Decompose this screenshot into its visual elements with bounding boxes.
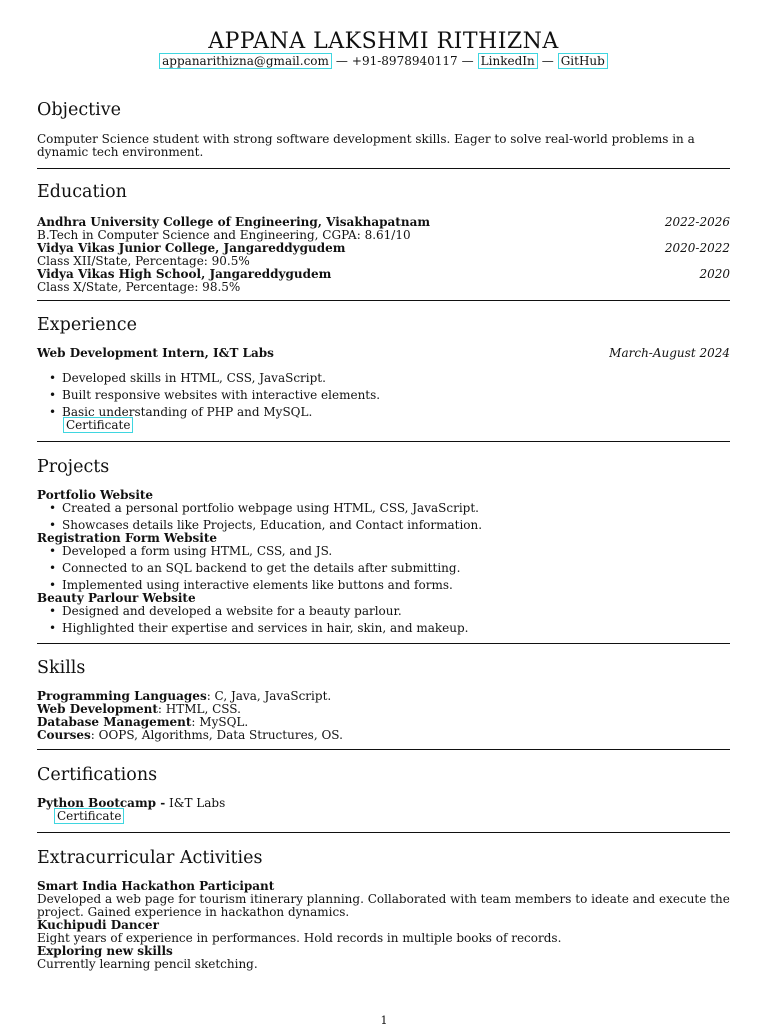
skill-value: : MySQL.	[191, 715, 249, 729]
list-item: • Implemented using interactive elements like buttons and forms.	[49, 579, 730, 592]
page-number: 1	[380, 1014, 388, 1027]
separator: —	[461, 54, 474, 68]
section-title: Certifications	[37, 765, 158, 785]
experience-section	[37, 315, 730, 432]
list-item: • Showcases details like Projects, Education, and Contact information.	[49, 519, 730, 532]
section-divider	[37, 168, 730, 169]
extracurricular-section	[37, 848, 730, 971]
list-item: • Connected to an SQL backend to get the details after submitting.	[49, 562, 730, 575]
separator: —	[541, 54, 554, 68]
certificate-link[interactable]: Certificate	[54, 808, 124, 824]
section-title: Projects	[37, 457, 110, 477]
skill-value: : HTML, CSS.	[157, 702, 241, 716]
job-role: Web Development Intern, I&T Labs	[37, 346, 274, 360]
objective-section	[37, 100, 730, 159]
school-name: Vidya Vikas High School, Jangareddygudem	[37, 267, 332, 281]
education-dates: 2020-2022	[664, 241, 730, 255]
github-link[interactable]: GitHub	[558, 53, 608, 69]
skill-label: Database Management	[37, 715, 192, 729]
project-name: Beauty Parlour Website	[37, 591, 196, 605]
list-item: • Developed skills in HTML, CSS, JavaScript.	[49, 372, 730, 385]
projects-section	[37, 457, 730, 635]
email-link[interactable]: appanarithizna@gmail.com	[159, 53, 332, 69]
section-divider	[37, 832, 730, 833]
section-divider	[37, 441, 730, 442]
skill-label: Programming Languages	[37, 689, 207, 703]
certificate-link[interactable]: Certificate	[63, 417, 133, 433]
skill-label: Web Development	[37, 702, 158, 716]
project-name: Registration Form Website	[37, 531, 218, 545]
education-section	[37, 182, 730, 294]
education-dates: 2020	[699, 267, 730, 281]
certification-name: Python Bootcamp -	[37, 796, 166, 810]
list-item: • Highlighted their expertise and services in hair, skin, and makeup.	[49, 622, 730, 635]
activity-name: Kuchipudi Dancer	[37, 918, 159, 932]
list-item: • Created a personal portfolio webpage using HTML, CSS, JavaScript.	[49, 502, 730, 515]
education-detail: B.Tech in Computer Science and Engineering, CGPA: 8.61/10	[37, 228, 411, 242]
project-bullets	[37, 545, 730, 592]
section-title: Education	[37, 182, 127, 202]
certification-issuer: I&T Labs	[169, 796, 226, 810]
contact-line	[37, 54, 730, 68]
phone-number: +91-8978940117	[351, 54, 458, 68]
education-detail: Class X/State, Percentage: 98.5%	[37, 280, 241, 294]
header	[37, 30, 730, 68]
candidate-name: APPANA LAKSHMI RITHIZNA	[208, 29, 559, 54]
section-divider	[37, 300, 730, 301]
job-dates: March-August 2024	[609, 346, 730, 360]
school-name: Vidya Vikas Junior College, Jangareddygudem	[37, 241, 346, 255]
education-dates: 2022-2026	[664, 215, 730, 229]
activity-text: Developed a web page for tourism itinerary planning. Collaborated with team members to ideate and execute the project. Gained experience in hackathon dynamics.	[37, 892, 730, 919]
experience-bullets	[37, 372, 730, 419]
project-name: Portfolio Website	[37, 488, 154, 502]
section-divider	[37, 749, 730, 750]
education-detail: Class XII/State, Percentage: 90.5%	[37, 254, 250, 268]
project-bullets	[37, 502, 730, 532]
section-title: Skills	[37, 658, 86, 678]
section-title: Extracurricular Activities	[37, 848, 263, 868]
certifications-section	[37, 765, 730, 823]
skill-row	[37, 729, 730, 742]
school-name: Andhra University College of Engineering, Visakhapatnam	[37, 215, 431, 229]
education-entry	[37, 242, 730, 268]
linkedin-link[interactable]: LinkedIn	[478, 53, 538, 69]
activity-name: Smart India Hackathon Participant	[37, 879, 275, 893]
project-bullets	[37, 605, 730, 635]
skill-value: : C, Java, JavaScript.	[206, 689, 332, 703]
list-item: • Designed and developed a website for a beauty parlour.	[49, 605, 730, 618]
list-item: • Developed a form using HTML, CSS, and JS.	[49, 545, 730, 558]
education-entry	[37, 268, 730, 294]
section-divider	[37, 643, 730, 644]
list-item: • Basic understanding of PHP and MySQL.	[49, 406, 730, 419]
education-entry	[37, 216, 730, 242]
list-item: • Built responsive websites with interactive elements.	[49, 389, 730, 402]
section-title: Objective	[37, 100, 122, 120]
section-title: Experience	[37, 315, 137, 335]
activity-text: Currently learning pencil sketching.	[37, 957, 258, 971]
separator: —	[335, 54, 348, 68]
skill-value: : OOPS, Algorithms, Data Structures, OS.	[90, 728, 343, 742]
skills-section	[37, 658, 730, 742]
activity-text: Eight years of experience in performances. Hold records in multiple books of records.	[37, 931, 562, 945]
activity-name: Exploring new skills	[37, 944, 173, 958]
certification-entry	[37, 797, 730, 810]
skill-label: Courses	[37, 728, 91, 742]
objective-text: Computer Science student with strong software development skills. Eager to solve real-world problems in a dynamic tech environment.	[37, 132, 695, 159]
